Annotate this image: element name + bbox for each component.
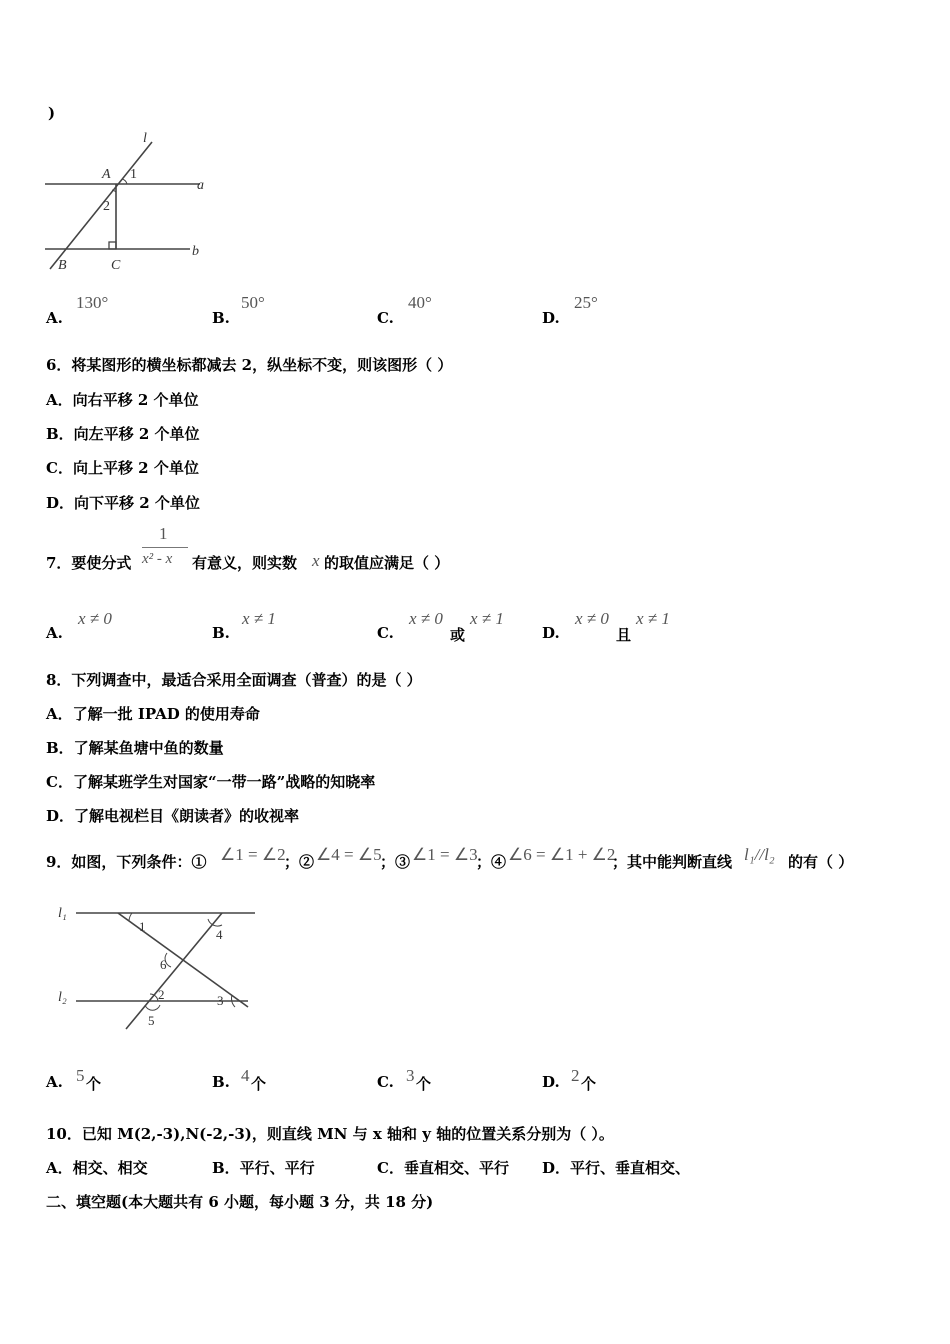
q9-parallel: l₁//l₂ — [744, 845, 775, 864]
section-2-heading: 二、填空题(本大题共有 6 小题，每小题 3 分，共 18 分) — [46, 1193, 434, 1211]
label-angle-3: 3 — [217, 993, 224, 1008]
q6-option-a: A．向右平移 2 个单位 — [46, 391, 199, 409]
q5-option-a-letter: A. — [46, 309, 63, 327]
q9-sep-1: ；② — [284, 853, 315, 871]
q7-option-d-expr1: x ≠ 0 — [575, 609, 609, 628]
question-fragment: ) — [48, 104, 56, 122]
q7-option-a-expr: x ≠ 0 — [78, 609, 112, 628]
q6-option-c: C．向上平移 2 个单位 — [46, 459, 199, 477]
q8-option-a: A．了解一批 IPAD 的使用寿命 — [46, 705, 260, 723]
q5-option-d-value: 25° — [574, 293, 598, 312]
q9-option-a-unit: 个 — [86, 1075, 102, 1093]
label-B: B — [58, 258, 67, 273]
line-l — [50, 142, 152, 269]
q9-condition-1: ∠1 = ∠2 — [220, 845, 286, 864]
q7-stem-post: 的取值应满足（ ） — [324, 554, 450, 572]
q9-sep-3: ；④ — [476, 853, 507, 871]
label-l2: l₂ — [58, 990, 67, 1005]
label-l1: l₁ — [58, 906, 67, 921]
q10-option-c: C．垂直相交、平行 — [377, 1159, 509, 1177]
label-angle-1: 1 — [139, 919, 146, 934]
label-angle-6: 6 — [160, 957, 167, 972]
q7-option-d-conj: 且 — [616, 626, 632, 644]
q7-option-d-expr2: x ≠ 1 — [636, 609, 670, 628]
label-b: b — [192, 244, 199, 259]
q7-option-d-letter: D. — [542, 624, 560, 642]
q7-option-b-letter: B. — [212, 624, 230, 642]
label-l: l — [143, 131, 147, 146]
q7-fraction-bar — [142, 547, 188, 548]
q7-option-b-expr: x ≠ 1 — [242, 609, 276, 628]
q9-stem-post: 的有（ ） — [788, 853, 854, 871]
q9-option-b-unit: 个 — [251, 1075, 267, 1093]
angle-5-arc — [145, 1005, 160, 1010]
label-a: a — [197, 178, 204, 193]
q9-option-d-letter: D. — [542, 1073, 560, 1091]
q10-stem: 10．已知 M(2,-3),N(-2,-3)，则直线 MN 与 x 轴和 y 轴的位置关系分别为（ ）。 — [46, 1125, 614, 1143]
q7-stem-mid: 有意义，则实数 — [192, 554, 298, 572]
q7-option-c-expr2: x ≠ 1 — [470, 609, 504, 628]
q6-stem: 6．将某图形的横坐标都减去 2，纵坐标不变，则该图形（ ） — [46, 356, 453, 374]
q7-option-a-letter: A. — [46, 624, 63, 642]
angle-1-arc — [129, 913, 132, 921]
q8-option-d: D．了解电视栏目《朗读者》的收视率 — [46, 807, 300, 825]
q7-variable: x — [312, 551, 320, 570]
q9-option-b-letter: B. — [212, 1073, 230, 1091]
q7-fraction-numerator: 1 — [159, 524, 168, 543]
q9-option-a-num: 5 — [76, 1066, 85, 1085]
q8-option-b: B．了解某鱼塘中鱼的数量 — [46, 739, 224, 757]
q6-option-d: D．向下平移 2 个单位 — [46, 494, 200, 512]
q10-option-b: B．平行、平行 — [212, 1159, 315, 1177]
q7-option-c-expr1: x ≠ 0 — [409, 609, 443, 628]
q9-option-c-unit: 个 — [416, 1075, 432, 1093]
q9-option-c-num: 3 — [406, 1066, 415, 1085]
q7-option-c-letter: C. — [377, 624, 394, 642]
q7-stem-pre: 7．要使分式 — [46, 554, 132, 572]
q9-stem-pre: 9．如图，下列条件：① — [46, 853, 207, 871]
q9-condition-2: ∠4 = ∠5 — [316, 845, 382, 864]
label-angle-2: 2 — [158, 987, 165, 1002]
q9-condition-3: ∠1 = ∠3 — [412, 845, 478, 864]
q10-option-a: A．相交、相交 — [46, 1159, 148, 1177]
q8-option-c: C．了解某班学生对国家“一带一路”战略的知晓率 — [46, 773, 376, 791]
q10-option-d: D．平行、垂直相交、 — [542, 1159, 691, 1177]
q5-option-b-letter: B. — [212, 309, 230, 327]
q5-option-d-letter: D. — [542, 309, 560, 327]
figure-q5 — [40, 128, 220, 278]
q9-condition-4: ∠6 = ∠1 + ∠2 — [508, 845, 616, 864]
q6-option-b: B．向左平移 2 个单位 — [46, 425, 200, 443]
q7-fraction-denominator: x² - x — [142, 551, 173, 567]
q9-sep-2: ；③ — [380, 853, 411, 871]
right-angle-mark — [109, 242, 116, 249]
q5-option-c-letter: C. — [377, 309, 394, 327]
label-angle-4: 4 — [216, 927, 223, 942]
q9-option-d-num: 2 — [571, 1066, 580, 1085]
q5-option-b-value: 50° — [241, 293, 265, 312]
q5-option-c-value: 40° — [408, 293, 432, 312]
q9-option-c-letter: C. — [377, 1073, 394, 1091]
q7-option-c-conj: 或 — [450, 626, 466, 644]
label-angle-5: 5 — [148, 1013, 155, 1028]
figure-q9 — [50, 895, 265, 1040]
q9-option-a-letter: A. — [46, 1073, 63, 1091]
label-angle-1: 1 — [130, 167, 137, 182]
q9-option-b-num: 4 — [241, 1066, 250, 1085]
label-A: A — [102, 167, 111, 182]
q8-stem: 8．下列调查中，最适合采用全面调查（普查）的是（ ） — [46, 671, 422, 689]
q9-stem-mid: ；其中能判断直线 — [612, 853, 733, 871]
q9-option-d-unit: 个 — [581, 1075, 597, 1093]
label-C: C — [111, 258, 121, 273]
q5-option-a-value: 130° — [76, 293, 109, 312]
label-angle-2: 2 — [103, 199, 110, 214]
